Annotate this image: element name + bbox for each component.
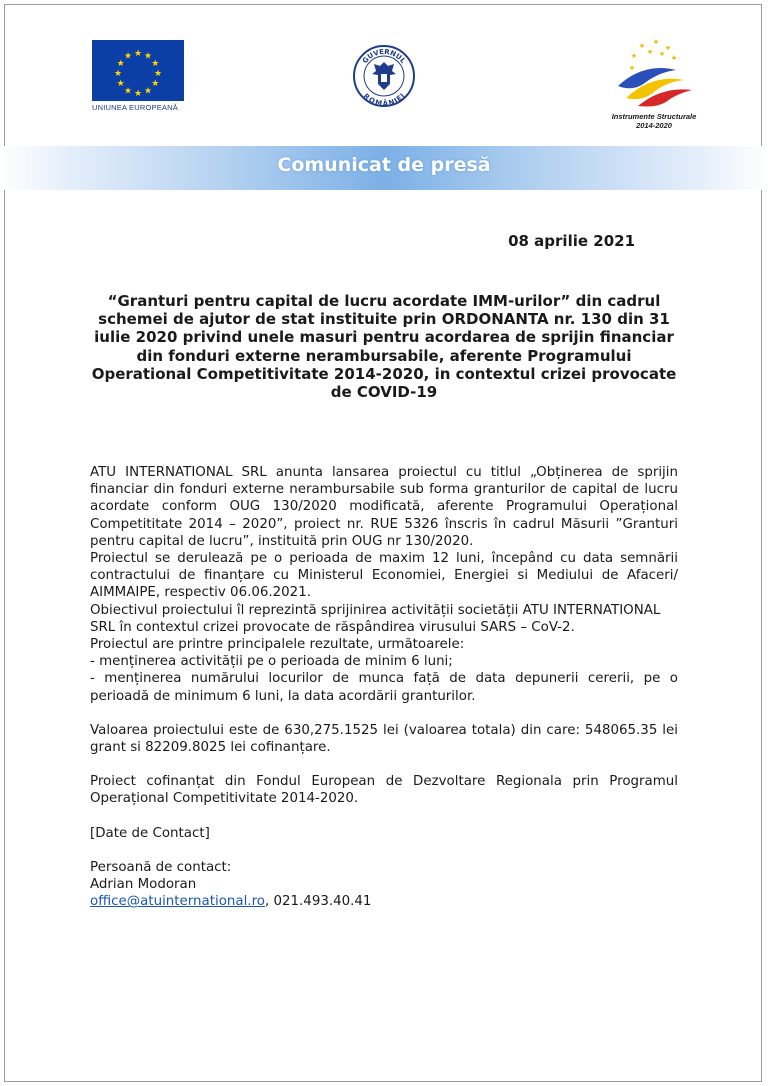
seal-bottom-text: ROMÂNIEI bbox=[361, 92, 407, 108]
government-seal-icon bbox=[352, 44, 416, 108]
svg-text:★: ★ bbox=[630, 52, 638, 60]
svg-text:★: ★ bbox=[151, 79, 160, 89]
body-text bbox=[90, 464, 678, 910]
release-date: 08 aprilie 2021 bbox=[508, 232, 635, 250]
svg-text:★: ★ bbox=[143, 86, 153, 97]
eu-logo bbox=[92, 40, 184, 112]
svg-text:★: ★ bbox=[116, 59, 125, 69]
paragraph-value: Valoarea proiectului este de 630,275.1525 lei (valoarea totala) din care: 548065.35 lei grant si 82209.8025 lei cofinanțare. bbox=[90, 722, 678, 756]
svg-text:★: ★ bbox=[652, 38, 660, 46]
svg-text:★: ★ bbox=[133, 89, 143, 99]
instrumente-structurale-logo bbox=[604, 36, 704, 130]
svg-text:★: ★ bbox=[143, 51, 153, 62]
paragraph-results-intro: Proiectul are printre principalele rezultate, următoarele: bbox=[90, 637, 465, 653]
svg-text:★: ★ bbox=[123, 51, 133, 62]
result-item: - menținerea numărului locurilor de munca față de data depunerii cererii, pe o perioadă de minimum 6 luni, la data acordării granturilor. bbox=[90, 671, 678, 704]
contact-line bbox=[90, 893, 678, 910]
is-caption-line2: 2014-2020 bbox=[636, 121, 672, 130]
paragraph-intro: ATU INTERNATIONAL SRL anunta lansarea proiectul cu titlul „Obținerea de sprijin financiar din fonduri externe nerambursabile sub forma granturilor de capital de lucru acordate conform OUG 130/2020 modificată, aferente Programului Operațional Competititate 2014 – 2020”, proiect nr. RUE 5326 înscris în cadrul Măsurii ”Granturi pentru capital de lucru”, instituită prin OUG nr 130/2020. bbox=[90, 465, 678, 549]
svg-text:★: ★ bbox=[658, 50, 666, 58]
contact-email-link[interactable]: office@atuinternational.ro bbox=[90, 894, 265, 910]
contact-phone: , 021.493.40.41 bbox=[264, 894, 372, 910]
instrumente-structurale-icon bbox=[604, 36, 704, 108]
contact-name: Adrian Modoran bbox=[90, 877, 197, 893]
svg-text:★: ★ bbox=[123, 86, 133, 97]
headline: “Granturi pentru capital de lucru acordate IMM-urilor” din cadrul schemei de ajutor de stat instituite prin ORDONANTA nr. 130 din 31 iulie 2020 privind unele masuri pentru acordarea de sprijin financiar din fonduri externe nerambursabile, aferente Programului Operational Competitivitate 2014-2020, in contextul crizei provocate de COVID-19 bbox=[91, 292, 677, 402]
eu-caption: UNIUNEA EUROPEANĂ bbox=[92, 103, 178, 112]
svg-text:★: ★ bbox=[116, 79, 125, 89]
svg-text:★: ★ bbox=[628, 64, 636, 72]
paragraph-objective: Obiectivul proiectului îl reprezintă sprijinirea activității societății ATU INTERNATIONAL SRL în contextul crizei provocate de răspândirea virusului SARS – CoV-2. bbox=[90, 602, 661, 635]
svg-text:★: ★ bbox=[113, 69, 123, 79]
svg-text:★: ★ bbox=[670, 54, 678, 62]
press-release-title: Comunicat de presă bbox=[277, 154, 491, 176]
svg-text:★: ★ bbox=[646, 48, 654, 56]
contact-label: Persoană de contact: bbox=[90, 859, 232, 875]
contact-heading: [Date de Contact] bbox=[90, 825, 210, 841]
svg-text:★: ★ bbox=[664, 44, 672, 52]
svg-text:★: ★ bbox=[133, 49, 143, 59]
paragraph-duration: Proiectul se derulează pe o perioada de maxim 12 luni, începând cu data semnării contractului de finanțare cu Ministerul Economiei, Energiei si Mediului de Afaceri/ AIMMAIPE, respectiv 06.06.2021. bbox=[90, 551, 678, 601]
svg-text:★: ★ bbox=[638, 42, 646, 50]
result-item: - menținerea activității pe o perioada de minim 6 luni; bbox=[90, 654, 453, 670]
instrumente-structurale-caption bbox=[604, 112, 704, 130]
is-caption-line1: Instrumente Structurale bbox=[611, 112, 697, 121]
svg-text:★: ★ bbox=[153, 69, 163, 79]
eu-flag-icon bbox=[92, 40, 184, 101]
paragraph-cofinancing: Proiect cofinanțat din Fondul European de Dezvoltare Regionala prin Programul Operațional Competitivitate 2014-2020. bbox=[90, 774, 678, 807]
svg-text:★: ★ bbox=[151, 59, 160, 69]
seal-top-text: GUVERNUL bbox=[360, 47, 408, 66]
